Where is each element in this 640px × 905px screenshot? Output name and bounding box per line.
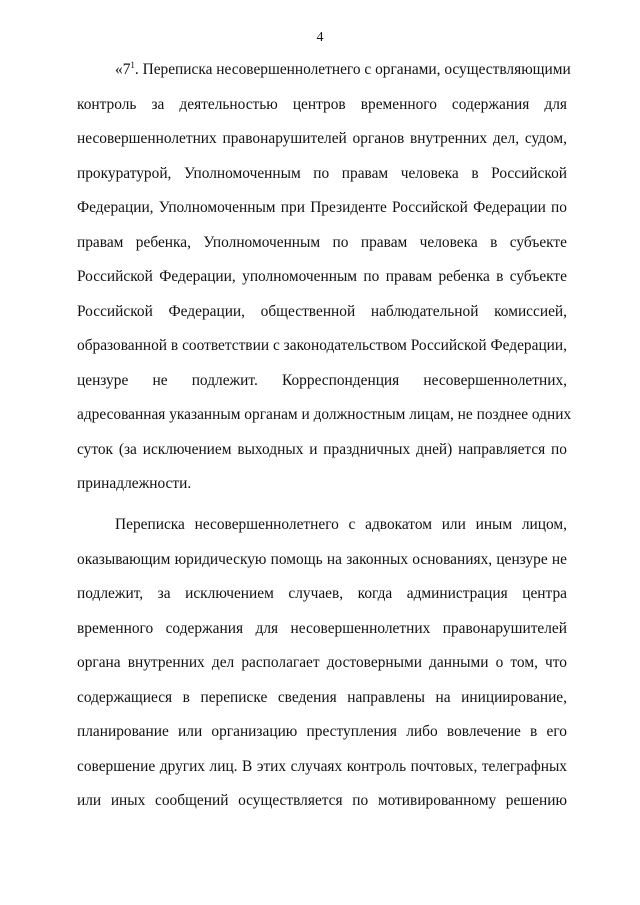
paragraph-2-line-9: или иных сообщений осуществляется по мотивированному решению <box>77 792 567 809</box>
paragraph-2-line-4: временного содержания для несовершеннолетних правонарушителей <box>77 620 567 637</box>
paragraph-2-line-1: Переписка несовершеннолетнего с адвокатом или иным лицом, <box>115 516 567 533</box>
paragraph-1-line-13: принадлежности. <box>77 475 192 492</box>
paragraph-1-line-11: адресованная указанным органам и должностным лицам, не позднее одних <box>77 406 572 423</box>
paragraph-2-line-6: содержащиеся в переписке сведения направлены на инициирование, <box>77 689 567 706</box>
paragraph-1-line-7: Российской Федерации, уполномоченным по правам ребенка в субъекте <box>77 268 567 285</box>
page-number: 4 <box>316 30 324 45</box>
paragraph-1-line-8: Российской Федерации, общественной наблюдательной комиссией, <box>77 303 567 320</box>
paragraph-2-line-5: органа внутренних дел располагает достоверными данными о том, что <box>77 654 567 671</box>
paragraph-1-line-5: Федерации, Уполномоченным при Президенте Российской Федерации по <box>77 199 567 216</box>
article-superscript: 1 <box>130 59 135 70</box>
paragraph-1-line-12: суток (за исключением выходных и праздничных дней) направляется по <box>77 441 567 458</box>
paragraph-1-line-9: образованной в соответствии с законодательством Российской Федерации, <box>77 337 567 354</box>
paragraph-2-line-7: планирование или организацию преступления либо вовлечение в его <box>77 723 567 740</box>
paragraph-1-line-10: цензуре не подлежит. Корреспонденция несовершеннолетних, <box>77 372 567 389</box>
paragraph-2-line-3: подлежит, за исключением случаев, когда администрация центра <box>77 585 567 602</box>
paragraph-2-line-2: оказывающим юридическую помощь на законных основаниях, цензуре не <box>77 551 567 568</box>
paragraph-2-line-8: совершение других лиц. В этих случаях контроль почтовых, телеграфных <box>77 758 567 775</box>
paragraph-1-line-1-text: . Переписка несовершеннолетнего с органами, осуществляющими <box>134 61 571 78</box>
paragraph-1-line-3: несовершеннолетних правонарушителей органов внутренних дел, судом, <box>77 130 567 147</box>
article-number: «7 <box>115 61 131 78</box>
paragraph-1-line-1 <box>115 59 571 80</box>
paragraph-1-line-4: прокуратурой, Уполномоченным по правам человека в Российской <box>77 165 567 182</box>
paragraph-1-line-2: контроль за деятельностью центров временного содержания для <box>77 96 567 113</box>
paragraph-1-line-6: правам ребенка, Уполномоченным по правам человека в субъекте <box>77 234 567 251</box>
